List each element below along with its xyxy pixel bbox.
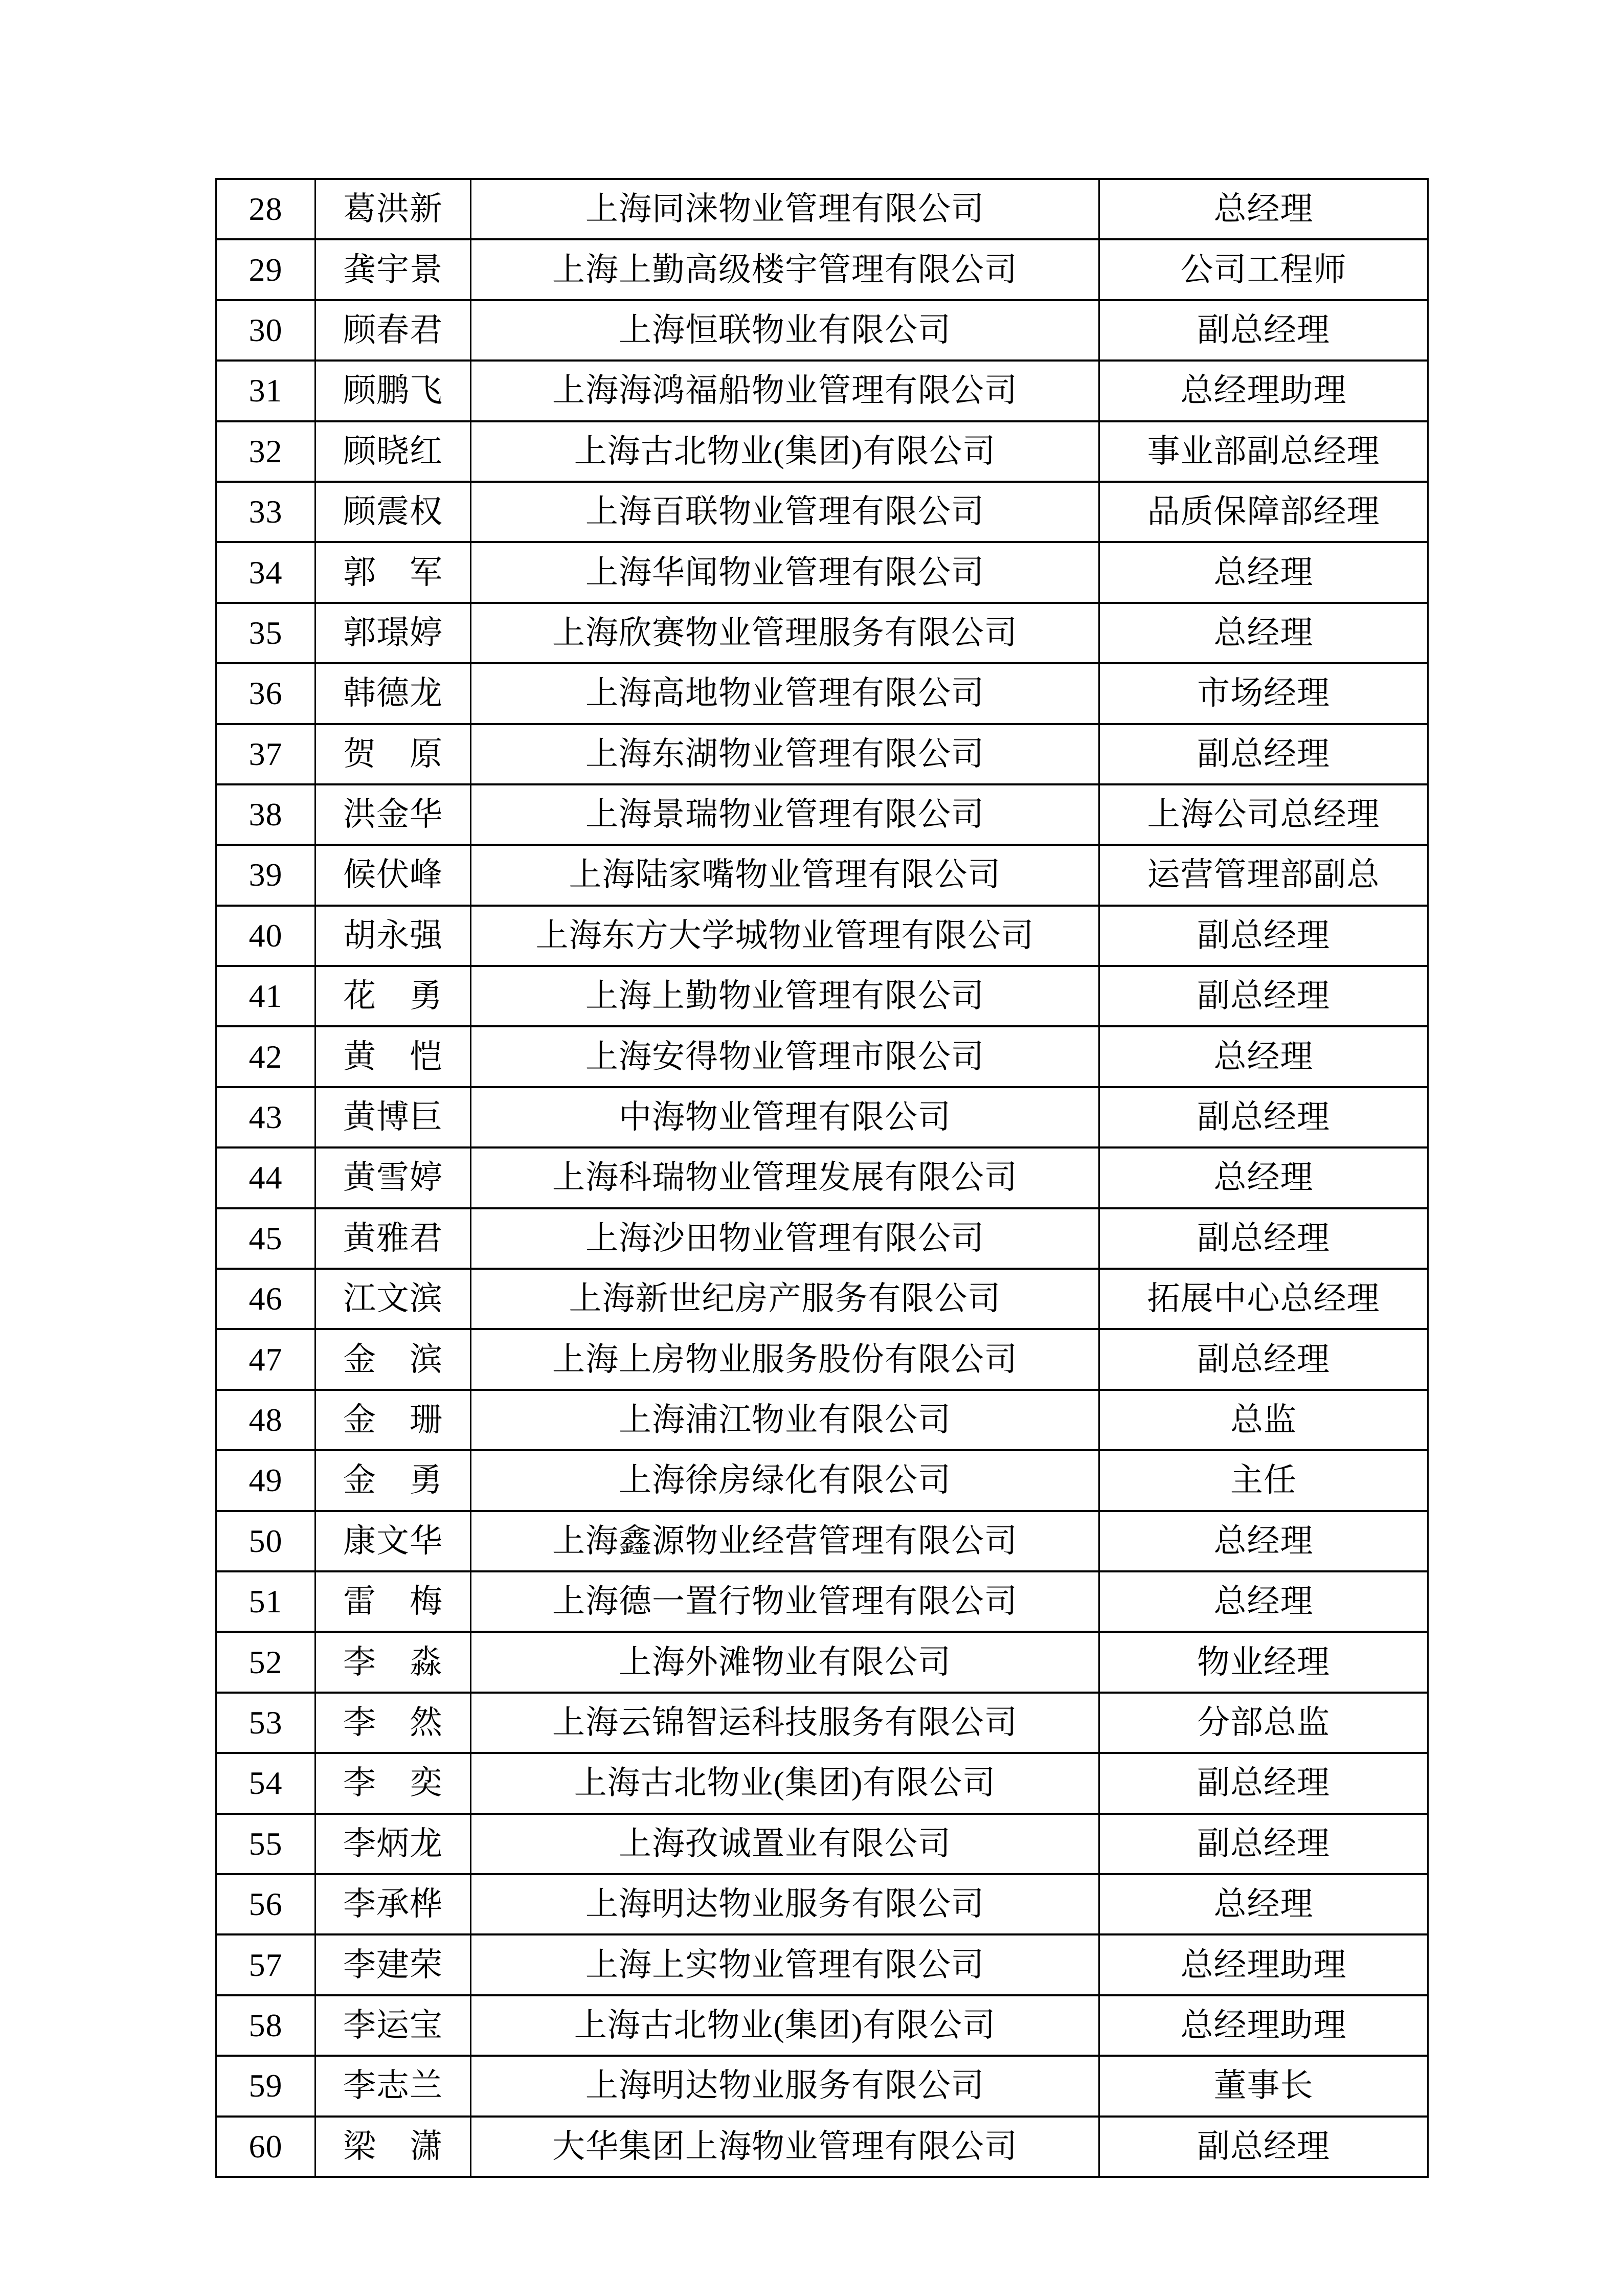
row-company-cell: 中海物业管理有限公司 xyxy=(471,1087,1099,1147)
row-company-cell: 上海外滩物业有限公司 xyxy=(471,1632,1099,1692)
table-row xyxy=(216,1511,1428,1571)
row-name-cell: 顾春君 xyxy=(315,300,471,361)
row-number-cell: 35 xyxy=(216,603,315,663)
row-position-cell: 副总经理 xyxy=(1099,966,1428,1026)
row-name-cell: 郭 军 xyxy=(315,542,471,602)
row-number-cell: 55 xyxy=(216,1814,315,1874)
table-row xyxy=(216,1753,1428,1813)
row-position-cell: 上海公司总经理 xyxy=(1099,784,1428,845)
row-name-cell: 龚宇景 xyxy=(315,239,471,300)
row-name-cell: 顾晓红 xyxy=(315,421,471,482)
table-row xyxy=(216,542,1428,602)
row-number-cell: 57 xyxy=(216,1934,315,1995)
row-number-cell: 44 xyxy=(216,1147,315,1208)
row-position-cell: 公司工程师 xyxy=(1099,239,1428,300)
row-number-cell: 60 xyxy=(216,2117,315,2177)
row-number-cell: 32 xyxy=(216,421,315,482)
row-number-cell: 51 xyxy=(216,1571,315,1632)
table-row xyxy=(216,1269,1428,1329)
row-name-cell: 黄雪婷 xyxy=(315,1147,471,1208)
row-position-cell: 分部总监 xyxy=(1099,1693,1428,1753)
row-name-cell: 金 滨 xyxy=(315,1329,471,1389)
row-number-cell: 28 xyxy=(216,179,315,239)
row-position-cell: 总监 xyxy=(1099,1390,1428,1450)
row-number-cell: 56 xyxy=(216,1874,315,1934)
row-position-cell: 总经理 xyxy=(1099,1147,1428,1208)
row-company-cell: 上海上勤高级楼宇管理有限公司 xyxy=(471,239,1099,300)
row-position-cell: 总经理 xyxy=(1099,179,1428,239)
row-company-cell: 上海古北物业(集团)有限公司 xyxy=(471,1753,1099,1813)
row-company-cell: 上海鑫源物业经营管理有限公司 xyxy=(471,1511,1099,1571)
table-row xyxy=(216,239,1428,300)
row-company-cell: 上海明达物业服务有限公司 xyxy=(471,2056,1099,2116)
row-name-cell: 李承桦 xyxy=(315,1874,471,1934)
table-row xyxy=(216,300,1428,361)
row-position-cell: 总经理助理 xyxy=(1099,361,1428,421)
row-number-cell: 39 xyxy=(216,845,315,905)
row-number-cell: 46 xyxy=(216,1269,315,1329)
row-position-cell: 总经理助理 xyxy=(1099,1934,1428,1995)
row-company-cell: 大华集团上海物业管理有限公司 xyxy=(471,2117,1099,2177)
table-row xyxy=(216,179,1428,239)
row-position-cell: 副总经理 xyxy=(1099,724,1428,784)
table-row xyxy=(216,1087,1428,1147)
row-company-cell: 上海古北物业(集团)有限公司 xyxy=(471,1995,1099,2056)
table-row xyxy=(216,1874,1428,1934)
row-name-cell: 葛洪新 xyxy=(315,179,471,239)
row-position-cell: 事业部副总经理 xyxy=(1099,421,1428,482)
row-company-cell: 上海浦江物业有限公司 xyxy=(471,1390,1099,1450)
row-position-cell: 副总经理 xyxy=(1099,1208,1428,1269)
row-company-cell: 上海上勤物业管理有限公司 xyxy=(471,966,1099,1026)
row-name-cell: 胡永强 xyxy=(315,906,471,966)
table-row xyxy=(216,966,1428,1026)
row-name-cell: 黄 恺 xyxy=(315,1026,471,1087)
row-position-cell: 董事长 xyxy=(1099,2056,1428,2116)
row-position-cell: 总经理 xyxy=(1099,1874,1428,1934)
table-row xyxy=(216,1693,1428,1753)
row-company-cell: 上海安得物业管理市限公司 xyxy=(471,1026,1099,1087)
row-position-cell: 副总经理 xyxy=(1099,1814,1428,1874)
row-position-cell: 总经理 xyxy=(1099,1571,1428,1632)
participant-roster-table xyxy=(215,178,1429,2178)
row-position-cell: 总经理助理 xyxy=(1099,1995,1428,2056)
row-number-cell: 41 xyxy=(216,966,315,1026)
row-company-cell: 上海华闻物业管理有限公司 xyxy=(471,542,1099,602)
row-company-cell: 上海高地物业管理有限公司 xyxy=(471,663,1099,724)
row-name-cell: 梁 潇 xyxy=(315,2117,471,2177)
row-number-cell: 47 xyxy=(216,1329,315,1389)
row-name-cell: 李志兰 xyxy=(315,2056,471,2116)
row-name-cell: 贺 原 xyxy=(315,724,471,784)
table-row xyxy=(216,421,1428,482)
row-number-cell: 31 xyxy=(216,361,315,421)
row-company-cell: 上海明达物业服务有限公司 xyxy=(471,1874,1099,1934)
row-number-cell: 37 xyxy=(216,724,315,784)
row-position-cell: 副总经理 xyxy=(1099,1329,1428,1389)
row-name-cell: 雷 梅 xyxy=(315,1571,471,1632)
table-row xyxy=(216,1208,1428,1269)
row-number-cell: 34 xyxy=(216,542,315,602)
row-name-cell: 金 勇 xyxy=(315,1450,471,1511)
row-position-cell: 副总经理 xyxy=(1099,300,1428,361)
row-company-cell: 上海百联物业管理有限公司 xyxy=(471,482,1099,542)
row-company-cell: 上海徐房绿化有限公司 xyxy=(471,1450,1099,1511)
row-position-cell: 品质保障部经理 xyxy=(1099,482,1428,542)
row-name-cell: 李运宝 xyxy=(315,1995,471,2056)
row-number-cell: 40 xyxy=(216,906,315,966)
table-row xyxy=(216,906,1428,966)
row-company-cell: 上海恒联物业有限公司 xyxy=(471,300,1099,361)
row-name-cell: 黄雅君 xyxy=(315,1208,471,1269)
row-name-cell: 候伏峰 xyxy=(315,845,471,905)
row-name-cell: 李 然 xyxy=(315,1693,471,1753)
row-company-cell: 上海古北物业(集团)有限公司 xyxy=(471,421,1099,482)
table-row xyxy=(216,724,1428,784)
row-number-cell: 43 xyxy=(216,1087,315,1147)
row-company-cell: 上海欣赛物业管理服务有限公司 xyxy=(471,603,1099,663)
table-row xyxy=(216,603,1428,663)
table-row xyxy=(216,663,1428,724)
table-row xyxy=(216,2117,1428,2177)
table-row xyxy=(216,1571,1428,1632)
row-name-cell: 洪金华 xyxy=(315,784,471,845)
row-company-cell: 上海德一置行物业管理有限公司 xyxy=(471,1571,1099,1632)
row-company-cell: 上海景瑞物业管理有限公司 xyxy=(471,784,1099,845)
row-company-cell: 上海东湖物业管理有限公司 xyxy=(471,724,1099,784)
row-company-cell: 上海同涞物业管理有限公司 xyxy=(471,179,1099,239)
row-name-cell: 顾震权 xyxy=(315,482,471,542)
row-number-cell: 38 xyxy=(216,784,315,845)
table-row xyxy=(216,2056,1428,2116)
row-number-cell: 53 xyxy=(216,1693,315,1753)
row-name-cell: 李 淼 xyxy=(315,1632,471,1692)
row-name-cell: 李炳龙 xyxy=(315,1814,471,1874)
row-name-cell: 李 奕 xyxy=(315,1753,471,1813)
row-company-cell: 上海上实物业管理有限公司 xyxy=(471,1934,1099,1995)
row-name-cell: 江文滨 xyxy=(315,1269,471,1329)
row-position-cell: 副总经理 xyxy=(1099,2117,1428,2177)
table-row xyxy=(216,1632,1428,1692)
row-number-cell: 42 xyxy=(216,1026,315,1087)
row-position-cell: 总经理 xyxy=(1099,603,1428,663)
table-row xyxy=(216,482,1428,542)
table-row xyxy=(216,1995,1428,2056)
row-name-cell: 花 勇 xyxy=(315,966,471,1026)
row-name-cell: 顾鹏飞 xyxy=(315,361,471,421)
row-position-cell: 物业经理 xyxy=(1099,1632,1428,1692)
row-number-cell: 54 xyxy=(216,1753,315,1813)
row-number-cell: 30 xyxy=(216,300,315,361)
row-number-cell: 52 xyxy=(216,1632,315,1692)
table-row xyxy=(216,1450,1428,1511)
row-company-cell: 上海科瑞物业管理发展有限公司 xyxy=(471,1147,1099,1208)
row-company-cell: 上海东方大学城物业管理有限公司 xyxy=(471,906,1099,966)
row-name-cell: 郭璟婷 xyxy=(315,603,471,663)
row-number-cell: 29 xyxy=(216,239,315,300)
row-number-cell: 59 xyxy=(216,2056,315,2116)
row-number-cell: 33 xyxy=(216,482,315,542)
row-company-cell: 上海云锦智运科技服务有限公司 xyxy=(471,1693,1099,1753)
table-row xyxy=(216,1147,1428,1208)
row-name-cell: 金 珊 xyxy=(315,1390,471,1450)
row-number-cell: 58 xyxy=(216,1995,315,2056)
row-position-cell: 总经理 xyxy=(1099,1511,1428,1571)
table-row xyxy=(216,1329,1428,1389)
table-row xyxy=(216,1934,1428,1995)
row-position-cell: 总经理 xyxy=(1099,1026,1428,1087)
row-position-cell: 主任 xyxy=(1099,1450,1428,1511)
row-name-cell: 黄博巨 xyxy=(315,1087,471,1147)
table-row xyxy=(216,1026,1428,1087)
row-number-cell: 45 xyxy=(216,1208,315,1269)
row-name-cell: 李建荣 xyxy=(315,1934,471,1995)
row-position-cell: 副总经理 xyxy=(1099,1087,1428,1147)
table-row xyxy=(216,1390,1428,1450)
roster-table-body xyxy=(216,179,1428,2177)
row-number-cell: 50 xyxy=(216,1511,315,1571)
row-position-cell: 拓展中心总经理 xyxy=(1099,1269,1428,1329)
row-position-cell: 副总经理 xyxy=(1099,906,1428,966)
row-name-cell: 康文华 xyxy=(315,1511,471,1571)
row-company-cell: 上海上房物业服务股份有限公司 xyxy=(471,1329,1099,1389)
row-name-cell: 韩德龙 xyxy=(315,663,471,724)
row-position-cell: 运营管理部副总 xyxy=(1099,845,1428,905)
row-company-cell: 上海新世纪房产服务有限公司 xyxy=(471,1269,1099,1329)
row-position-cell: 总经理 xyxy=(1099,542,1428,602)
row-company-cell: 上海沙田物业管理有限公司 xyxy=(471,1208,1099,1269)
row-company-cell: 上海海鸿福船物业管理有限公司 xyxy=(471,361,1099,421)
table-row xyxy=(216,845,1428,905)
table-row xyxy=(216,361,1428,421)
row-company-cell: 上海陆家嘴物业管理有限公司 xyxy=(471,845,1099,905)
row-number-cell: 36 xyxy=(216,663,315,724)
row-position-cell: 市场经理 xyxy=(1099,663,1428,724)
table-row xyxy=(216,1814,1428,1874)
row-number-cell: 48 xyxy=(216,1390,315,1450)
row-company-cell: 上海孜诚置业有限公司 xyxy=(471,1814,1099,1874)
row-number-cell: 49 xyxy=(216,1450,315,1511)
table-row xyxy=(216,784,1428,845)
row-position-cell: 副总经理 xyxy=(1099,1753,1428,1813)
